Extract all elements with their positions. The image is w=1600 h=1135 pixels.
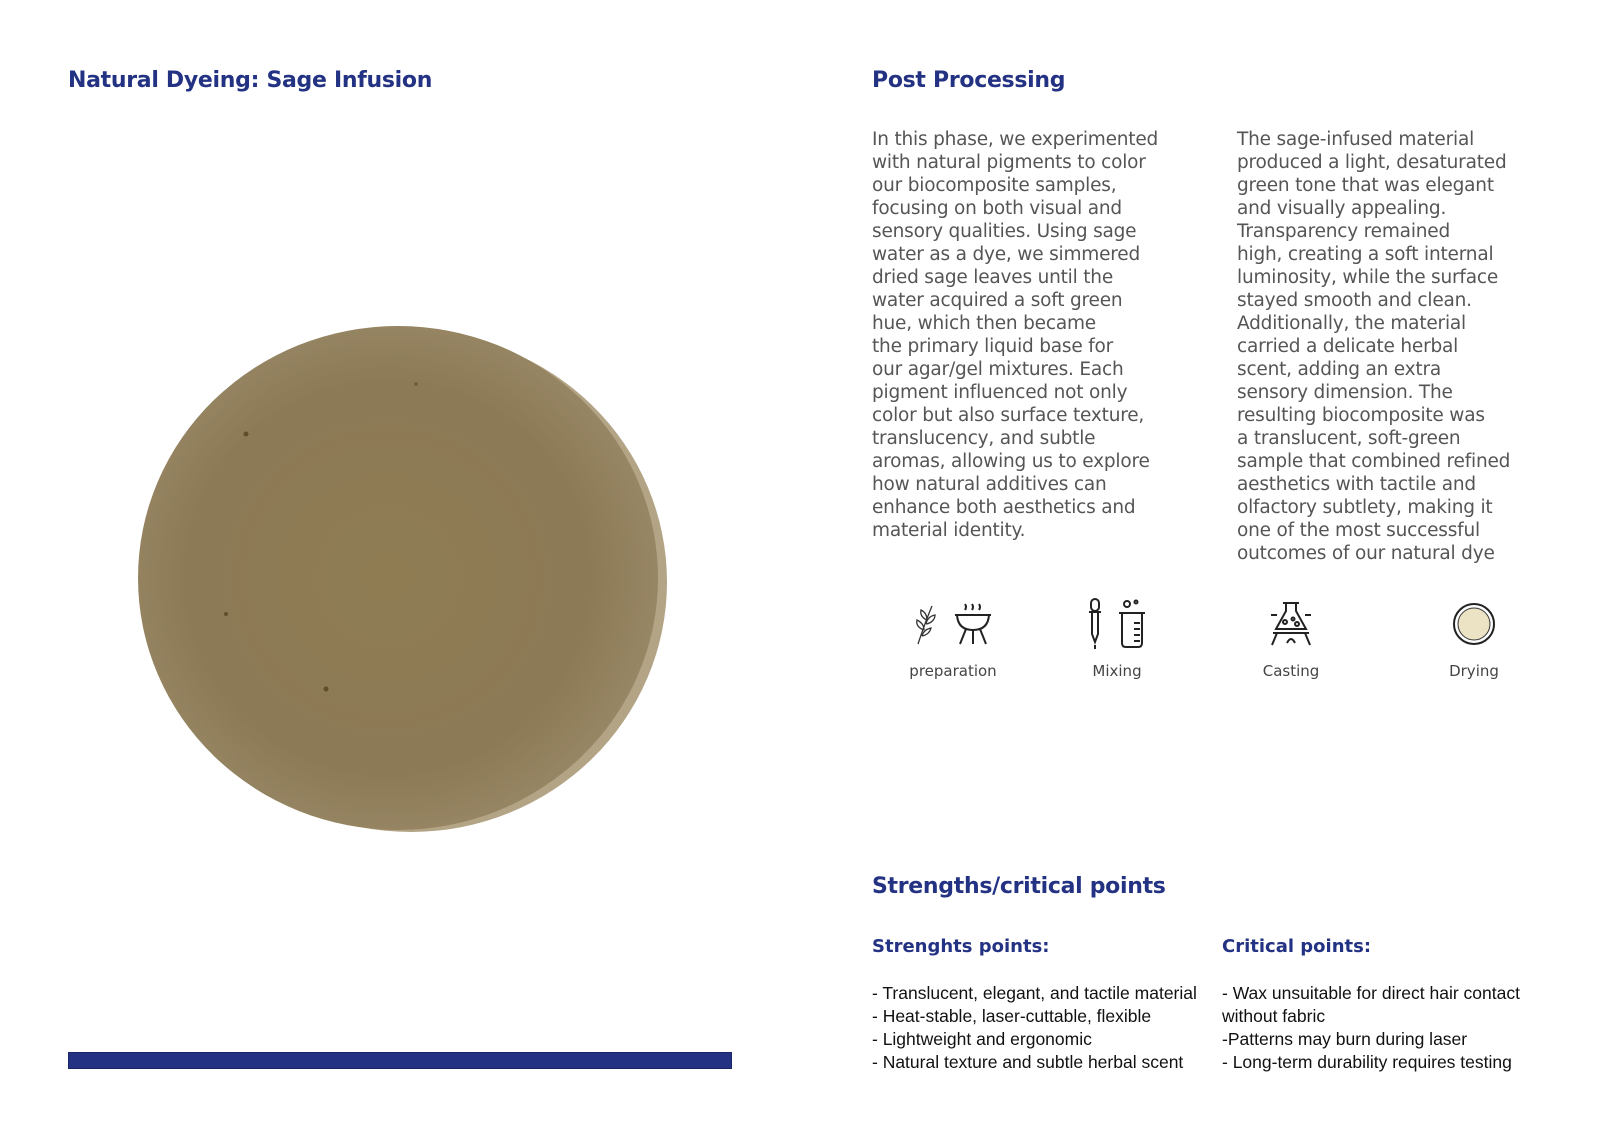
paragraph-line: focusing on both visual and (872, 198, 1122, 219)
paragraph-line: and visually appealing. (1237, 198, 1447, 219)
paragraph-line: produced a light, desaturated (1237, 152, 1507, 173)
paragraph-line: green tone that was elegant (1237, 175, 1494, 196)
sage-leaf-icon (912, 602, 940, 646)
paragraph-line: scent, adding an extra (1237, 359, 1441, 380)
strengths-list (872, 982, 1197, 1074)
paragraph-line: Additionally, the material (1237, 313, 1466, 334)
accent-bar (68, 1052, 732, 1069)
paragraph-line: material identity. (872, 520, 1026, 541)
paragraph-line: sensory dimension. The (1237, 382, 1453, 403)
list-item: - Natural texture and subtle herbal scent (872, 1052, 1184, 1072)
paragraph-line: aromas, allowing us to explore (872, 451, 1150, 472)
strengths-critical-title: Strengths/critical points (872, 874, 1166, 899)
paragraph-line: dried sage leaves until the (872, 267, 1114, 288)
paragraph-line: our agar/gel mixtures. Each (872, 359, 1124, 380)
list-item: - Translucent, elegant, and tactile material (872, 983, 1197, 1003)
paragraph-line: hue, which then became (872, 313, 1096, 334)
paragraph-line: sensory qualities. Using sage (872, 221, 1137, 242)
list-item: - Long-term durability requires testing (1222, 1052, 1512, 1072)
dried-disc-icon (1452, 602, 1496, 646)
process-step-casting (1211, 598, 1371, 680)
process-step-drying (1394, 598, 1554, 680)
flask-burner-icon (1269, 601, 1313, 647)
grill-icon (952, 602, 994, 646)
post-processing-title: Post Processing (872, 68, 1066, 93)
paragraph-line: stayed smooth and clean. (1237, 290, 1472, 311)
paragraph-line: In this phase, we experimented (872, 129, 1159, 150)
paragraph-line: one of the most successful (1237, 520, 1480, 541)
paragraph-line: a translucent, soft-green (1237, 428, 1461, 449)
step-label: Drying (1449, 662, 1499, 680)
process-step-preparation (873, 598, 1033, 680)
strengths-subtitle: Strenghts points: (872, 936, 1050, 957)
paragraph-line: high, creating a soft internal (1237, 244, 1494, 265)
paragraph-line: how natural additives can (872, 474, 1107, 495)
list-item: - Wax unsuitable for direct hair contact (1222, 983, 1520, 1003)
paragraph-line: resulting biocomposite was (1237, 405, 1485, 426)
paragraph-line: water acquired a soft green (872, 290, 1123, 311)
paragraph-line: outcomes of our natural dye (1237, 543, 1495, 564)
page-title: Natural Dyeing: Sage Infusion (68, 68, 433, 93)
paragraph-line: translucency, and subtle (872, 428, 1096, 449)
paragraph-line: enhance both aesthetics and (872, 497, 1136, 518)
list-item: - Lightweight and ergonomic (872, 1029, 1092, 1049)
paragraph-line: olfactory subtlety, making it (1237, 497, 1493, 518)
sage-sample-photo (136, 324, 676, 844)
list-item: without fabric (1222, 1006, 1326, 1026)
paragraph-line: water as a dye, we simmered (872, 244, 1141, 265)
beaker-icon (1116, 599, 1148, 649)
process-step-mixing (1037, 598, 1197, 680)
critical-subtitle: Critical points: (1222, 936, 1372, 957)
step-label: preparation (909, 662, 997, 680)
paragraph-line: our biocomposite samples, (872, 175, 1117, 196)
paragraph-line: The sage-infused material (1237, 129, 1475, 150)
paragraph-line: the primary liquid base for (872, 336, 1114, 357)
paragraph-line: carried a delicate herbal (1237, 336, 1459, 357)
paragraph-line: color but also surface texture, (872, 405, 1145, 426)
critical-list (1222, 982, 1520, 1074)
post-processing-paragraph-1 (872, 128, 1158, 542)
paragraph-line: luminosity, while the surface (1237, 267, 1499, 288)
dropper-icon (1086, 598, 1104, 650)
step-label: Casting (1262, 662, 1320, 680)
paragraph-line: Transparency remained (1237, 221, 1451, 242)
paragraph-line: sample that combined refined (1237, 451, 1511, 472)
paragraph-line: pigment influenced not only (872, 382, 1128, 403)
list-item: -Patterns may burn during laser (1222, 1029, 1468, 1049)
paragraph-line: with natural pigments to color (872, 152, 1146, 173)
list-item: - Heat-stable, laser-cuttable, flexible (872, 1006, 1152, 1026)
post-processing-paragraph-2 (1237, 128, 1510, 565)
step-label: Mixing (1092, 662, 1142, 680)
paragraph-line: aesthetics with tactile and (1237, 474, 1476, 495)
